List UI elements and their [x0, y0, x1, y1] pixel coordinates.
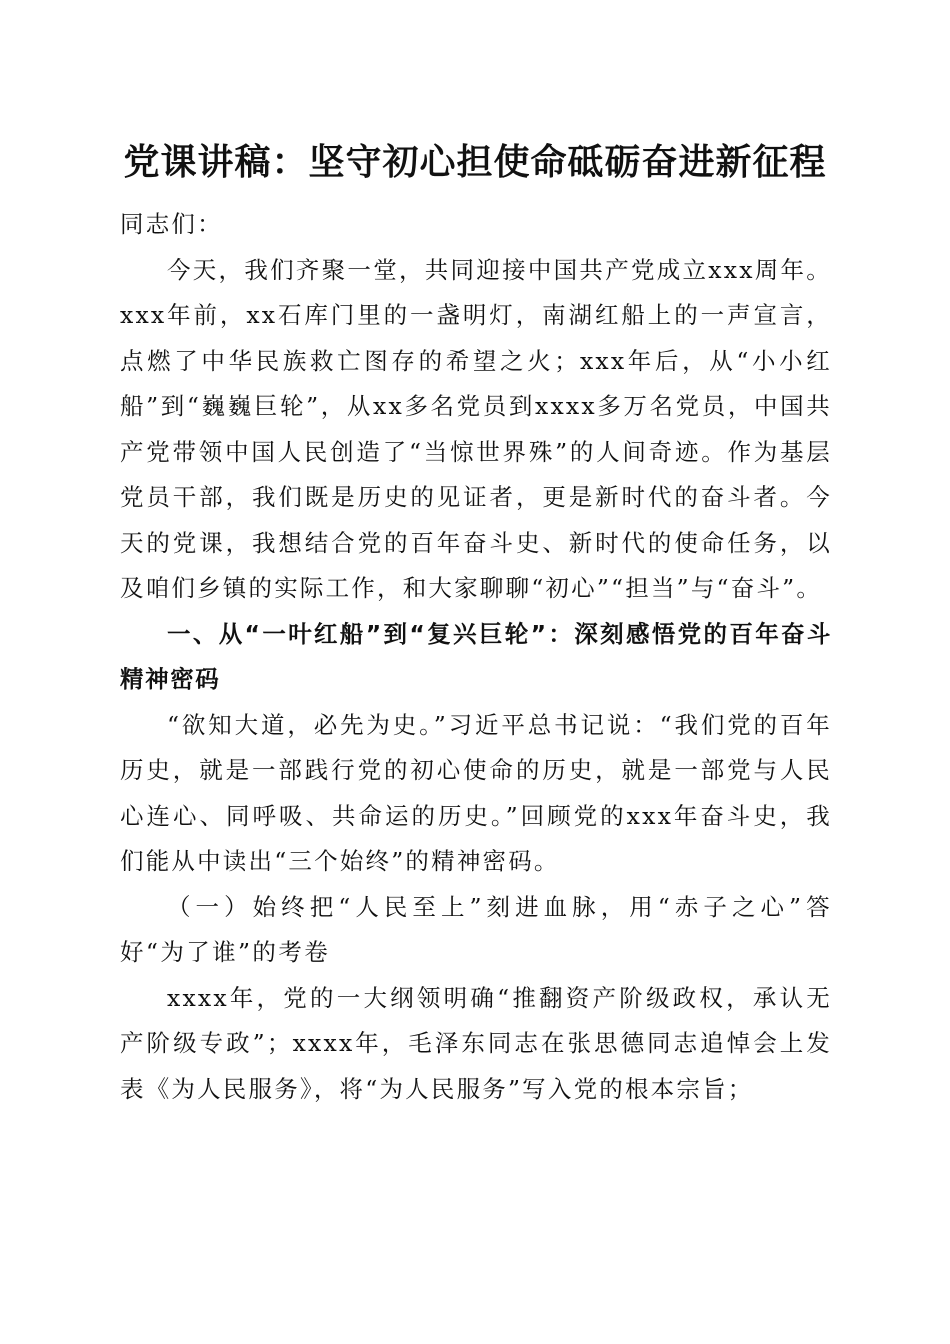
section-heading: 一、从“一叶红船”到“复兴巨轮”：深刻感悟党的百年奋斗精神密码 — [120, 619, 832, 693]
section-paragraph: “欲知大道，必先为史。”习近平总书记说：“我们党的百年历史，就是一部践行党的初心使命的历史，就是一部党与人民心连心、同呼吸、共命运的历史。”回顾党的xxx年奋斗史，我们能从中读出“三个始终”的精神密码。 — [120, 710, 832, 875]
salutation: 同志们： — [120, 210, 223, 238]
subsection-paragraph: xxxx年，党的一大纲领明确“推翻资产阶级政权，承认无产阶级专政”；xxxx年，毛泽东同志在张思德同志追悼会上发表《为人民服务》，将“为人民服务”写入党的根本宗旨； — [120, 983, 832, 1103]
document-title: 党课讲稿：坚守初心担使命砥砺奋进新征程 — [123, 141, 827, 183]
intro-paragraph: 今天，我们齐聚一堂，共同迎接中国共产党成立xxx周年。xxx年前，xx石库门里的一盏明灯，南湖红船上的一声宣言，点燃了中华民族救亡图存的希望之火；xxx年后，从“小小红船”到“巍巍巨轮”，从xx多名党员到xxxx多万名党员，中国共产党带领中国人民创造了“当惊世界殊”的人间奇迹。作为基层党员干部，我们既是历史的见证者，更是新时代的奋斗者。今天的党课，我想结合党的百年奋斗史、新时代的使命任务，以及咱们乡镇的实际工作，和大家聊聊“初心”“担当”与“奋斗”。 — [120, 255, 832, 602]
document-body — [120, 202, 832, 1112]
subsection-heading: （一）始终把“人民至上”刻进血脉，用“赤子之心”答好“为了谁”的考卷 — [120, 892, 832, 966]
